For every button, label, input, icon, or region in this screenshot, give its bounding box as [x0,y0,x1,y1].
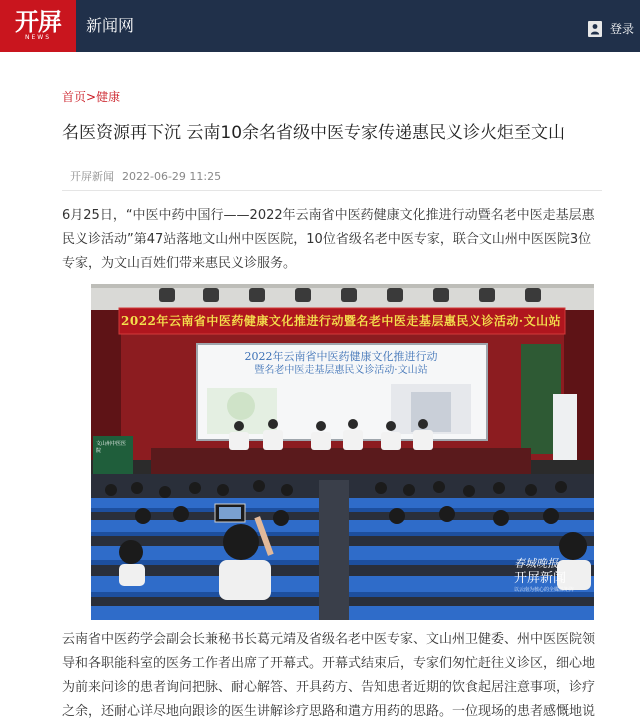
user-icon[interactable] [588,21,602,37]
photo-hospital-sign: 文山州中医医院 [95,440,129,456]
photo-screen-line-2: 暨名老中医走基层惠民义诊活动·文山站 [254,365,428,376]
photo-banner-text: 2022年云南省中医药健康文化推进行动暨名老中医走基层惠民义诊活动·文山站 [121,314,562,328]
breadcrumb [62,90,120,104]
article-meta [70,170,221,184]
login-link[interactable]: 登录 [609,22,634,36]
breadcrumb-section[interactable]: 健康 [96,90,121,104]
photo-watermark [514,557,574,594]
article-title: 名医资源再下沉 云南10余名省级中医专家传递惠民义诊火炬至文山 [62,123,566,143]
breadcrumb-separator: > [86,90,97,104]
logo-text: 开屏 [15,8,61,36]
article-paragraph: 6月25日，“中医中药中国行——2022年云南省中医药健康文化推进行动暨名老中医走基层惠民义诊活动”第47站落地文山州中医医院，10位省级名老中医专家，联合文山州中医医院3位专家，为文山百姓们带来惠民义诊服务。 [62,208,595,271]
article-photo [91,284,594,620]
top-navigation-bar [0,0,640,52]
breadcrumb-home[interactable]: 首页 [62,90,87,104]
logo-subtext: NEWS [24,34,52,41]
site-logo[interactable] [0,0,76,52]
watermark-brand: 春城晚报 [513,557,558,570]
watermark-name: 开屏新闻 [513,571,566,586]
header-actions [588,21,634,37]
watermark-tagline: 以云南为核心的全媒体矩阵 [513,587,574,593]
photo-screen-line-1: 2022年云南省中医药健康文化推进行动 [244,350,438,363]
site-name[interactable]: 新闻网 [86,16,135,35]
article-paragraph: 云南省中医药学会副会长兼秘书长葛元靖及省级名老中医专家、文山州卫健委、州中医医院领导和各职能科室的医务工作者出席了开幕式。开幕式结束后，专家们匆忙赶往义诊区，细心地为前来问诊的患者询问把脉、耐心解答、开具药方、告知患者近期的饮食起居注意事项，诊疗之余，还耐心详尽地向跟诊的医生讲解诊疗思路和遣方用药的思路。一位现场的患者感慨地说 [62,632,596,719]
title-divider [62,190,602,191]
article-source: 开屏新闻 [70,170,114,183]
article-datetime: 2022-06-29 11:25 [122,170,222,183]
